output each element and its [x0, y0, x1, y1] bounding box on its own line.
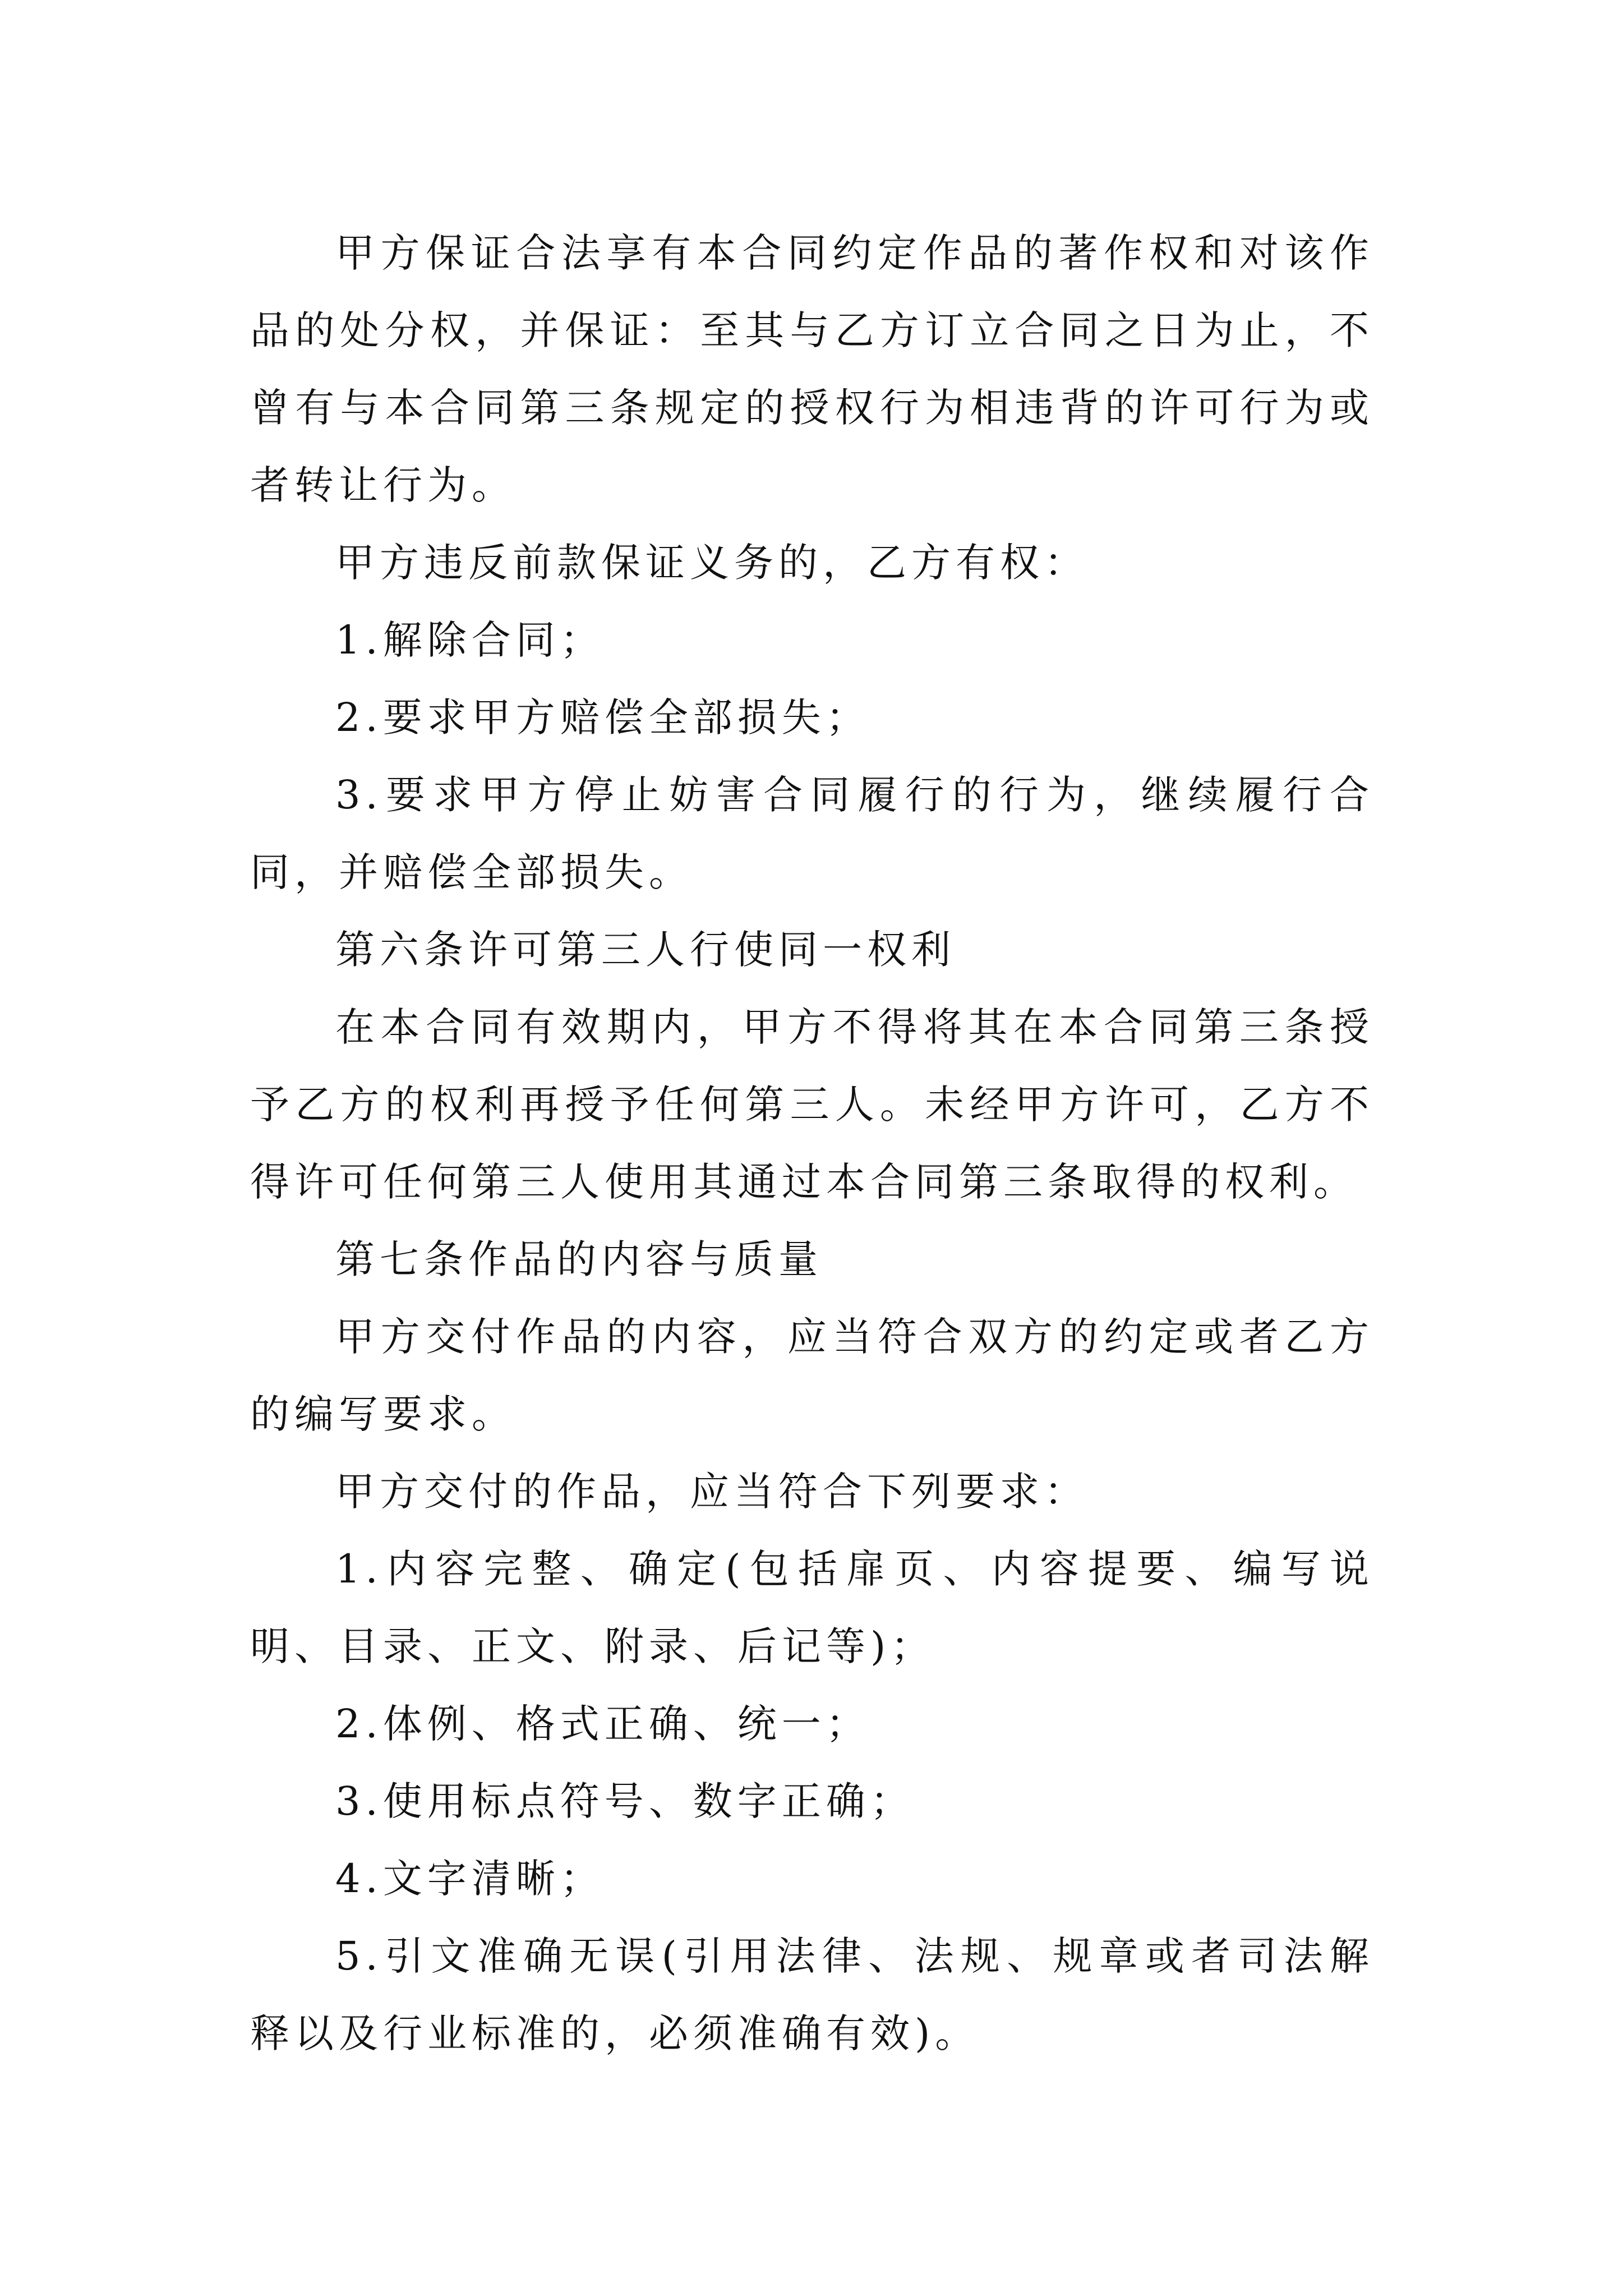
paragraph-15: 5.引文准确无误(引用法律、法规、规章或者司法解释以及行业标准的，必须准确有效)。 [250, 1933, 1374, 2056]
section-heading-6: 第六条许可第三人行使同一权利 [335, 927, 956, 973]
paragraph-11: 1.内容完整、确定(包括扉页、内容提要、编写说明、目录、正文、附录、后记等)； [250, 1546, 1374, 1669]
section-heading-7: 第七条作品的内容与质量 [335, 1236, 823, 1282]
paragraph-14: 4.文字清晰； [335, 1856, 605, 1902]
paragraph-2: 甲方违反前款保证义务的，乙方有权： [335, 540, 1089, 586]
paragraph-9: 甲方交付作品的内容，应当符合双方的约定或者乙方的编写要求。 [250, 1314, 1374, 1437]
paragraph-12: 2.体例、格式正确、统一； [335, 1701, 870, 1747]
document-body [250, 214, 1374, 2072]
paragraph-1: 甲方保证合法享有本合同约定作品的著作权和对该作品的处分权，并保证：至其与乙方订立合同之日为止，不曾有与本合同第三条规定的授权行为相违背的许可行为或者转让行为。 [250, 230, 1374, 508]
paragraph-3: 1.解除合同； [335, 617, 605, 663]
paragraph-5: 3.要求甲方停止妨害合同履行的行为，继续履行合同，并赔偿全部损失。 [250, 772, 1374, 895]
paragraph-10: 甲方交付的作品，应当符合下列要求： [335, 1469, 1089, 1515]
paragraph-4: 2.要求甲方赔偿全部损失； [335, 694, 870, 740]
paragraph-13: 3.使用标点符号、数字正确； [335, 1778, 915, 1824]
paragraph-7: 在本合同有效期内，甲方不得将其在本合同第三条授予乙方的权利再授予任何第三人。未经甲方许可，乙方不得许可任何第三人使用其通过本合同第三条取得的权利。 [250, 1004, 1374, 1205]
